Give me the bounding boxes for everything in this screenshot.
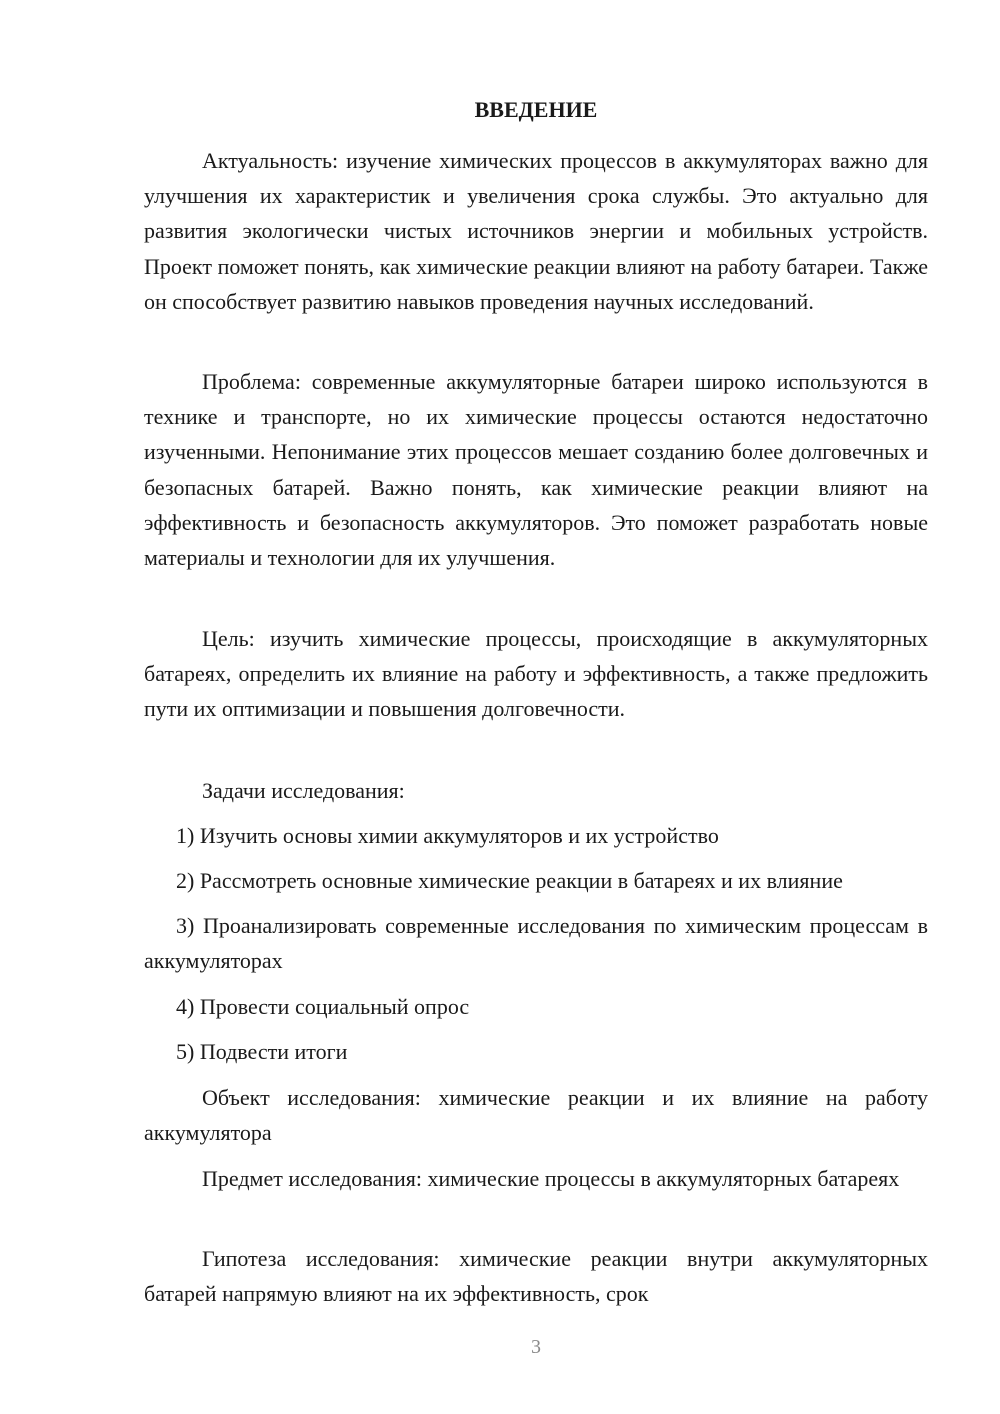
hypothesis-paragraph: Гипотеза исследования: химические реакции внутри аккумуляторных батарей напрямую влияют на их эффективность, срок — [144, 1246, 928, 1307]
page-number: 3 — [531, 1336, 541, 1358]
task-item-1: 1) Изучить основы химии аккумуляторов и их устройство — [176, 823, 719, 848]
task-item-3: 3) Проанализировать современные исследования по химическим процессам в аккумуляторах — [144, 913, 928, 974]
task-item-4: 4) Провести социальный опрос — [176, 994, 470, 1019]
task-item-2: 2) Рассмотреть основные химические реакции в батареях и их влияние — [176, 868, 843, 893]
section-title: ВВЕДЕНИЕ — [474, 97, 598, 122]
relevance-paragraph: Актуальность: изучение химических процессов в аккумуляторах важно для улучшения их характеристик и увеличения срока службы. Это актуально для развития экологически чистых источников энергии и мобильных устройств. Проект поможет понять, как химические реакции влияют на работу батареи. Также он способствует развитию навыков проведения научных исследований. — [144, 148, 928, 314]
subject-paragraph: Предмет исследования: химические процессы в аккумуляторных батареях — [202, 1166, 900, 1191]
problem-paragraph: Проблема: современные аккумуляторные батареи широко используются в технике и транспорте, но их химические процессы остаются недостаточно изученными. Непонимание этих процессов мешает созданию более долговечных и безопасных батарей. Важно понять, как химические реакции влияют на эффективность и безопасность аккумуляторов. Это поможет разработать новые материалы и технологии для их улучшения. — [144, 369, 928, 571]
tasks-heading: Задачи исследования: — [202, 778, 405, 803]
goal-paragraph: Цель: изучить химические процессы, происходящие в аккумуляторных батареях, определить их влияние на работу и эффективность, а также предложить пути их оптимизации и повышения долговечности. — [144, 626, 928, 722]
object-paragraph: Объект исследования: химические реакции и их влияние на работу аккумулятора — [144, 1085, 928, 1146]
task-item-5: 5) Подвести итоги — [176, 1039, 348, 1064]
